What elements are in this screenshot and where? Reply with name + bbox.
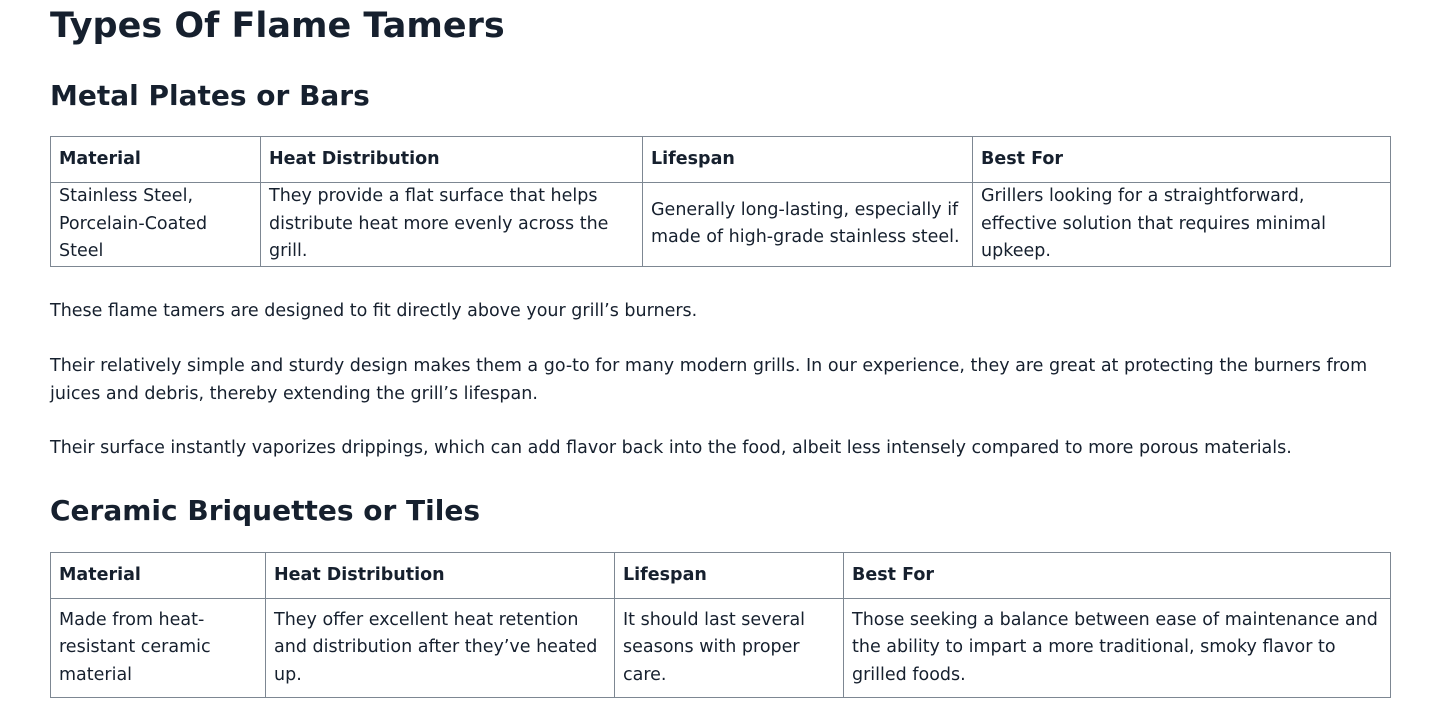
cell-best-for: Grillers looking for a straightforward, effective solution that requires minimal upkeep. (973, 183, 1391, 267)
section-heading-metal-plates: Metal Plates or Bars (50, 79, 370, 112)
table-header-row (51, 553, 1391, 599)
column-header-material: Material (51, 553, 266, 599)
page-title: Types Of Flame Tamers (50, 6, 505, 46)
column-header-best-for: Best For (973, 137, 1391, 183)
ceramic-briquettes-table (50, 552, 1391, 698)
column-header-lifespan: Lifespan (643, 137, 973, 183)
paragraph: These flame tamers are designed to fit directly above your grill’s burners. (50, 301, 698, 321)
metal-plates-table (50, 136, 1391, 267)
column-header-best-for: Best For (844, 553, 1391, 599)
table-row (51, 599, 1391, 698)
cell-material: Made from heat-resistant ceramic material (51, 599, 266, 698)
paragraph: Their surface instantly vaporizes drippings, which can add flavor back into the food, albeit less intensely compared to more porous materials. (50, 438, 1292, 458)
column-header-heat-distribution: Heat Distribution (261, 137, 643, 183)
cell-material: Stainless Steel, Porcelain-Coated Steel (51, 183, 261, 267)
column-header-material: Material (51, 137, 261, 183)
column-header-heat-distribution: Heat Distribution (266, 553, 615, 599)
column-header-lifespan: Lifespan (615, 553, 844, 599)
cell-heat-distribution: They offer excellent heat retention and distribution after they’ve heated up. (266, 599, 615, 698)
table-header-row (51, 137, 1391, 183)
cell-lifespan: Generally long-lasting, especially if made of high-grade stainless steel. (643, 183, 973, 267)
cell-best-for: Those seeking a balance between ease of maintenance and the ability to impart a more traditional, smoky flavor to grilled foods. (844, 599, 1391, 698)
cell-heat-distribution: They provide a flat surface that helps distribute heat more evenly across the grill. (261, 183, 643, 267)
section-heading-ceramic-briquettes: Ceramic Briquettes or Tiles (50, 494, 480, 527)
cell-lifespan: It should last several seasons with proper care. (615, 599, 844, 698)
paragraph: Their relatively simple and sturdy design makes them a go-to for many modern grills. In our experience, they are great at protecting the burners from juices and debris, thereby extending the grill’s lifespan. (50, 356, 1368, 404)
table-row (51, 183, 1391, 267)
